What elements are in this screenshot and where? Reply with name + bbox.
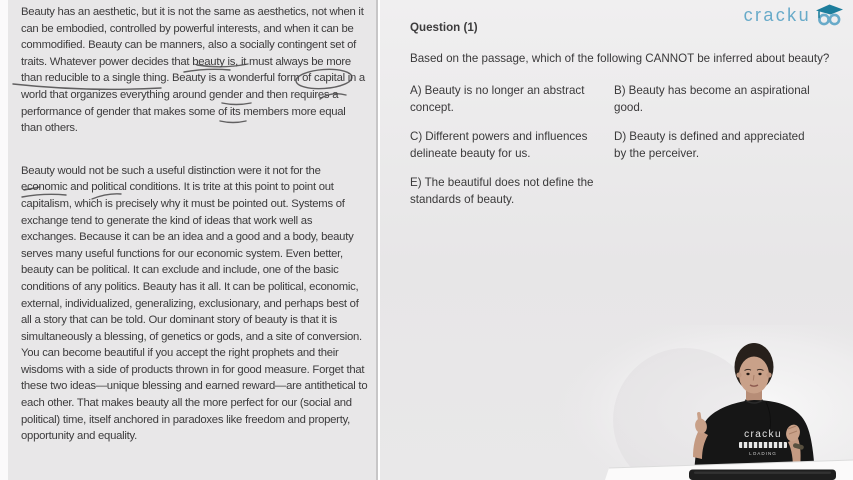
option-e-label: E) [410, 176, 422, 189]
presenter-ear-left [736, 372, 741, 377]
tablet-device [689, 470, 836, 480]
option-c-label: C) [410, 130, 423, 143]
passage-paragraph-1: Beauty has an aesthetic, but it is not the same as aesthetics, not when it can be embodied, controlled by powerful interests, and when it can be commodified. Beauty can be manners, also a socially contingent set of traits. Whatever power decides that beauty is, it must always be more than reducible to a single thing. Beauty is a wonderful form of capital in a world that organizes everything around gender and then requires a performance of gender that makes some of its members more equal than others. [21, 6, 365, 135]
shirt-brand-text: cracku [744, 429, 782, 440]
presenter-nose [753, 375, 754, 381]
presenter-eye-left [746, 373, 749, 375]
presenter-ear-right [766, 372, 771, 377]
option-a [410, 83, 596, 116]
presenter-figure [553, 325, 853, 480]
option-b [614, 83, 820, 116]
option-b-label: B) [614, 84, 626, 97]
option-a-label: A) [410, 84, 422, 97]
brand-logo [744, 3, 845, 27]
shirt-loading-caption: LOADING [749, 451, 777, 456]
option-d [614, 129, 820, 162]
brand-logo-text: cracku [743, 5, 811, 25]
option-c [410, 129, 596, 162]
shirt-loading-bar [739, 442, 787, 448]
graduation-cap-icon [814, 3, 845, 27]
question-number: Question (1) [410, 21, 478, 34]
passage-panel [8, 0, 378, 480]
tablet-edge-highlight [694, 472, 831, 474]
option-d-label: D) [614, 130, 627, 143]
option-d-text: Beauty is defined and appreciated by the perceiver. [614, 130, 805, 160]
presenter-eye-right [758, 373, 761, 375]
question-text: Based on the passage, which of the following CANNOT be inferred about beauty? [410, 52, 830, 65]
passage-paragraph-2: Beauty would not be such a useful distinction were it not for the economic and political conditions. It is trite at this point to point out capitalism, which is precisely why it must be pointed out. Systems of exchange tend to generate the kind of ideas that work well as exchanges. Because it can be an idea and a good and a body, beauty serves many useful functions for our economic system. Even better, beauty can be political. It can exclude and include, one of the basic conditions of any politics. Beauty has it all. It can be political, economic, external, individualized, generalizing, exclusionary, and perhaps best of all a story that can be told. Our dominant story of beauty is that it is simultaneously a blessing, of genetics or gods, and a site of conversion. You can become beautiful if you accept the right prophets and their wisdoms with a side of products thrown in for good measure. Forget that these two ideas—unique blessing and earned reward—are antithetical to each other. That makes beauty all the more perfect for our (social and political) time, itself anchored in paradoxes like freedom and property, opportunity and equality. [21, 164, 368, 443]
option-a-text: Beauty is no longer an abstract concept. [410, 84, 585, 114]
option-e [410, 175, 596, 208]
options-grid [410, 83, 843, 208]
option-e-text: The beautiful does not define the standards of beauty. [410, 176, 594, 206]
option-b-text: Beauty has become an aspirational good. [614, 84, 810, 114]
option-c-text: Different powers and influences delineate beauty for us. [410, 130, 588, 160]
left-gutter [0, 0, 8, 480]
